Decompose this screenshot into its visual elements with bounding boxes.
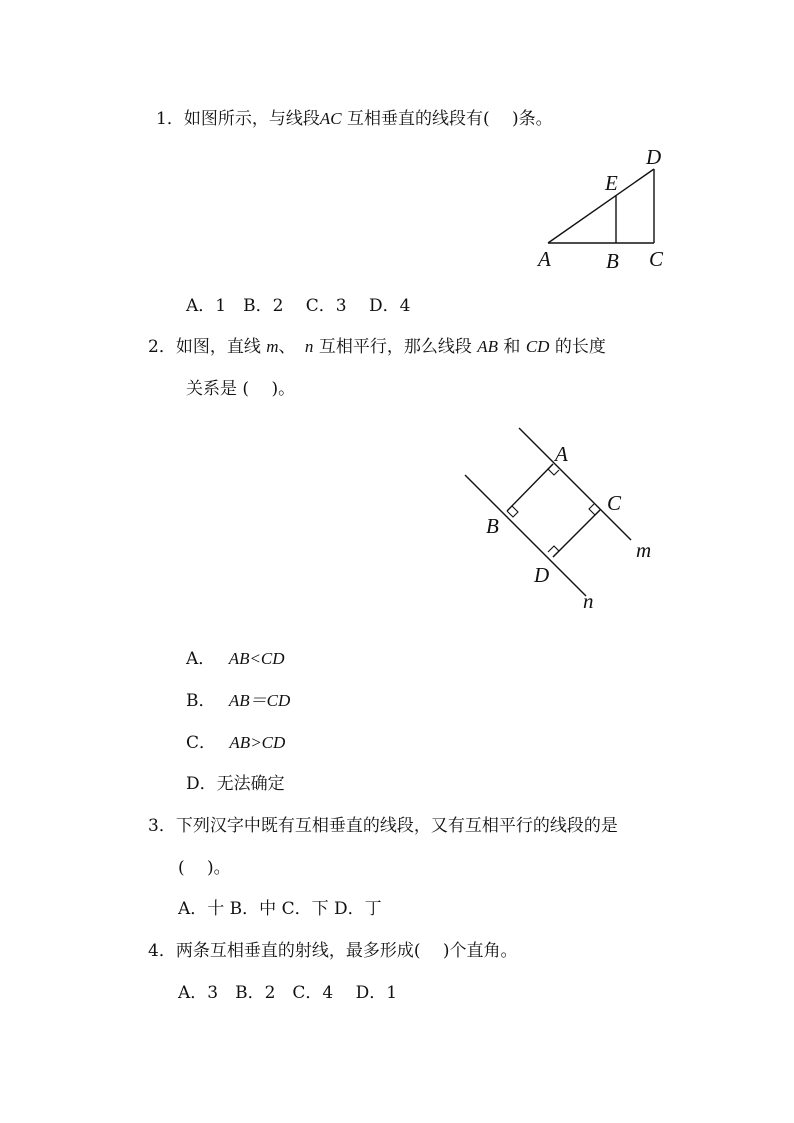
q2-stem-m: m [266,337,279,356]
q2-label-d: D [534,563,550,587]
q2-stem-ab: AB [477,337,499,356]
q2-stem-line2: 关系是 ( )。 [186,379,296,399]
q2-label-b: B [486,514,499,538]
q2-stem-cd: CD [525,337,550,356]
q2-stem-prefix: 2．如图，直线 [148,337,261,357]
q4-stem: 4．两条互相垂直的射线，最多形成( )个直角。 [148,941,518,961]
q2-option-c-letter: C． [186,733,217,753]
q2-option-d-letter: D． [186,774,217,794]
q2-option-b-letter: B． [186,691,216,711]
q1-stem [156,108,553,130]
q1-stem-prefix: 1．如图所示，与线段 [156,109,320,129]
q2-right-angle-a [548,464,559,475]
q2-option-d-text: 无法确定 [216,774,285,794]
q1-label-a: A [538,247,551,271]
q3-options: A．十 B．中 C．下 D．丁 [178,899,382,919]
q2-segment-cd [553,510,600,557]
q1-label-e: E [605,171,618,195]
q2-stem-and: 和 [503,337,521,357]
q1-label-c: C [649,247,664,271]
q2-option-a-letter: A． [186,649,216,669]
q2-right-angle-d [548,546,559,557]
q1-label-d: D [646,145,662,169]
q2-segment-ab [507,464,553,511]
q2-right-angle-b [507,506,518,517]
q1-label-b: B [606,249,619,273]
q2-label-m: m [636,538,652,562]
q2-stem-mid: 互相平行，那么线段 [318,337,472,357]
q2-line-m [519,428,631,540]
q4-options: A．3 B．2 C．4 D．1 [178,983,398,1003]
q2-option-b-text: AB＝CD [228,691,291,710]
q2-label-a: A [555,442,568,466]
q2-line-n [465,475,586,596]
q2-right-angle-c [589,504,600,515]
q2-stem-suffix: 的长度 [554,337,606,357]
q2-option-c [186,732,285,754]
q1-options: A．1 B．2 C．3 D．4 [186,296,411,316]
q2-option-c-text: AB>CD [229,733,286,752]
q1-stem-suffix: 互相垂直的线段有( )条。 [341,109,553,129]
q2-option-d [186,773,285,795]
q1-segment-ad [548,169,654,243]
q2-option-b [186,690,290,712]
q3-stem-line1: 3．下列汉字中既有互相垂直的线段，又有互相平行的线段的是 [148,816,618,836]
q2-option-a [186,648,285,670]
q3-stem-line2: ( )。 [178,858,231,878]
q2-label-c: C [607,491,622,515]
q2-stem-sep: 、 [278,337,296,357]
q2-option-a-text: AB<CD [228,649,285,668]
q2-label-n: n [583,589,594,613]
q1-stem-segment: AC [319,109,342,128]
q2-stem-n: n [304,337,314,356]
q2-stem-line1 [148,336,606,358]
